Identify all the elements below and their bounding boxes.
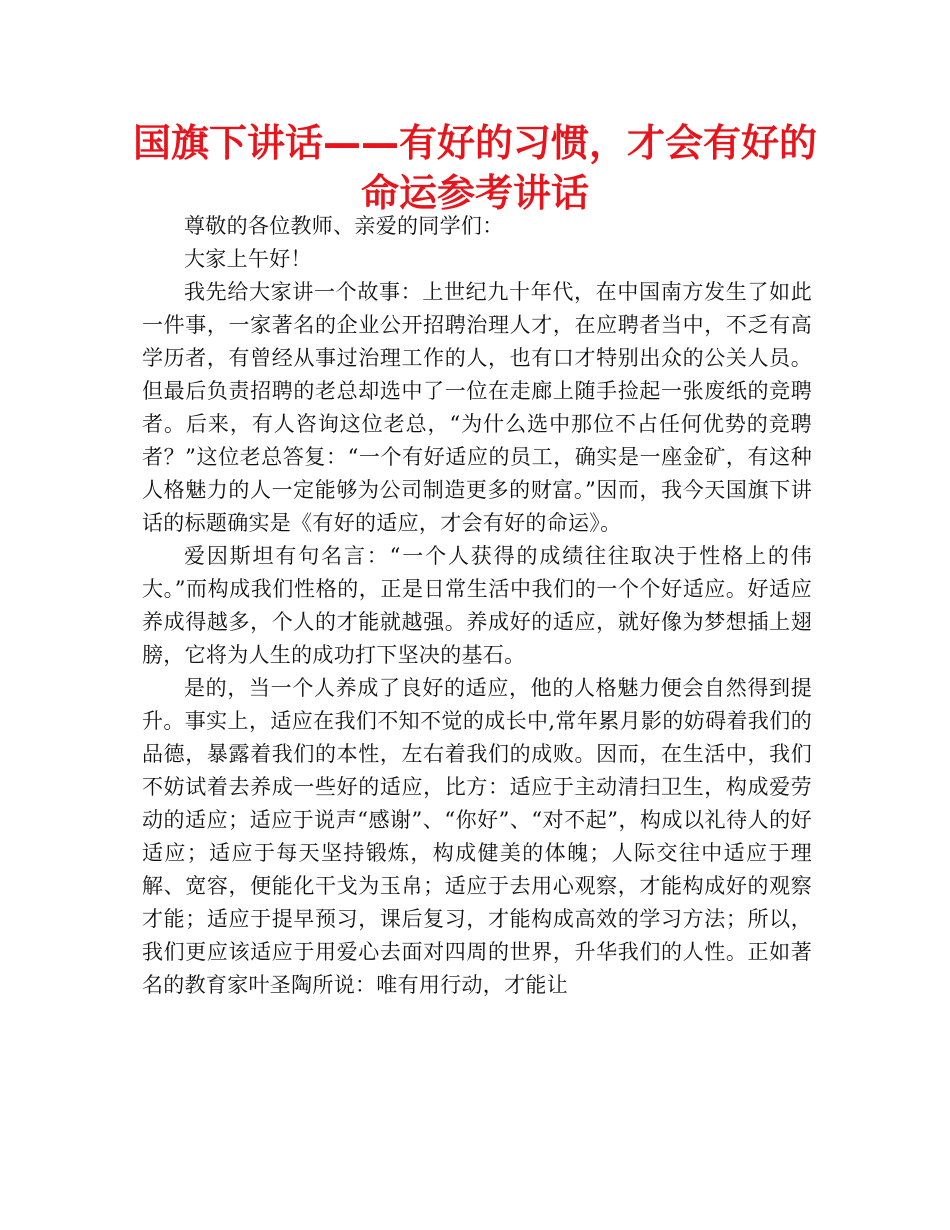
paragraph-einstein-quote: 爱因斯坦有句名言：“一个人获得的成绩往往取决于性格上的伟大。”而构成我们性格的，正是日常生活中我们的一个个好适应。好适应养成得越多，个人的才能就越强。养成好的适应，就好像为梦想插上翅膀，它将为人生的成功打下坚决的基石。 bbox=[142, 544, 812, 667]
greeting: 大家上午好！ bbox=[184, 247, 312, 271]
document-body bbox=[142, 210, 812, 1002]
document-title: 国旗下讲话——有好的习惯，才会有好的命运参考讲话 bbox=[132, 121, 817, 215]
paragraph-habits: 是的，当一个人养成了良好的适应，他的人格魅力便会自然得到提升。事实上，适应在我们不知不觉的成长中,常年累月影的妨碍着我们的品德，暴露着我们的本性，左右着我们的成败。因而，在生活中，我们不妨试着去养成一些好的适应，比方：适应于主动清扫卫生，构成爱劳动的适应；适应于说声“感谢”、“你好”、“对不起”，构成以礼待人的好适应；适应于每天坚持锻炼，构成健美的体魄；人际交往中适应于理解、宽容，便能化干戈为玉帛；适应于去用心观察，才能构成好的观察才能；适应于提早预习，课后复习，才能构成高效的学习方法；所以，我们更应该适应于用爱心去面对四周的世界，升华我们的人性。正如著名的教育家叶圣陶所说：唯有用行动，才能让 bbox=[142, 676, 812, 997]
salutation: 尊敬的各位教师、亲爱的同学们： bbox=[184, 214, 504, 238]
paragraph-story: 我先给大家讲一个故事：上世纪九十年代，在中国南方发生了如此一件事，一家著名的企业公开招聘治理人才，在应聘者当中，不乏有高学历者，有曾经从事过治理工作的人，也有口才特别出众的公关人员。但最后负责招聘的老总却选中了一位在走廊上随手捡起一张废纸的竞聘者。后来，有人咨询这位老总，“为什么选中那位不占任何优势的竞聘者？”这位老总答复：“一个有好适应的员工，确实是一座金矿，有这种人格魅力的人一定能够为公司制造更多的财富。”因而，我今天国旗下讲话的标题确实是《有好的适应，才会有好的命运》。 bbox=[142, 280, 812, 535]
